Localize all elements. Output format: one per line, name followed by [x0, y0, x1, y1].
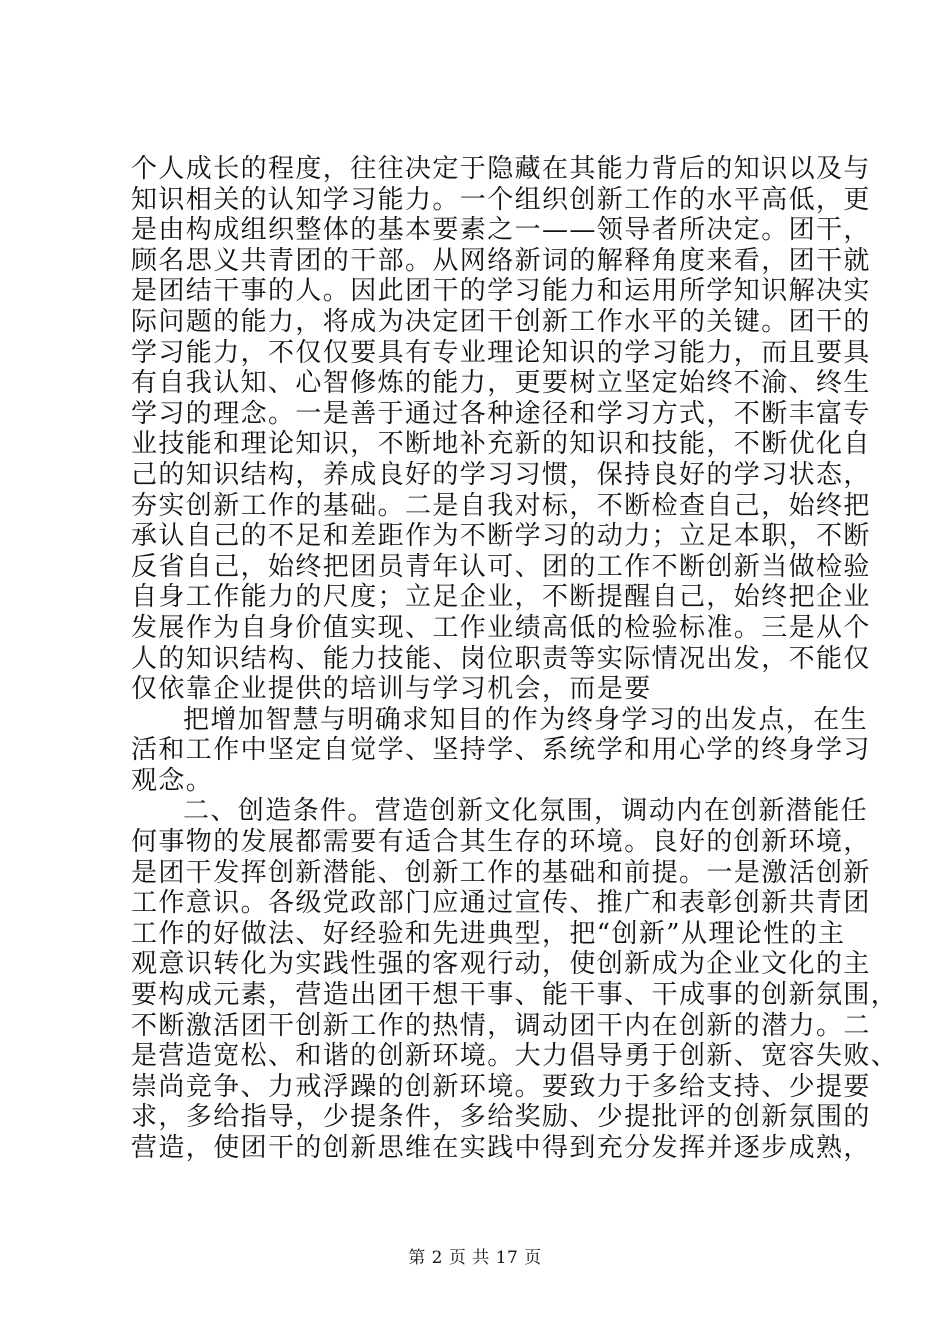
- text-line: 活和工作中坚定自觉学、坚持学、系统学和用心学的终身学习: [131, 735, 871, 766]
- text-line: 自身工作能力的尺度；立足企业，不断提醒自己，始终把企业: [131, 582, 871, 613]
- text-line: 知识相关的认知学习能力。一个组织创新工作的水平高低，更: [131, 184, 871, 215]
- text-line: 反省自己，始终把团员青年认可、团的工作不断创新当做检验: [131, 551, 871, 582]
- text-line: 人的知识结构、能力技能、岗位职责等实际情况出发，不能仅: [131, 643, 871, 674]
- text-line: 不断激活团干创新工作的热情，调动团干内在创新的潜力。二: [131, 1010, 871, 1041]
- text-line: 个人成长的程度，往往决定于隐藏在其能力背后的知识以及与: [131, 154, 871, 184]
- text-line: 观念。: [131, 765, 214, 796]
- text-line: 仅依靠企业提供的培训与学习机会，而是要: [131, 674, 652, 705]
- text-line: 际问题的能力，将成为决定团干创新工作水平的关键。团干的: [131, 306, 871, 337]
- text-line: 是营造宽松、和谐的创新环境。大力倡导勇于创新、宽容失败、: [131, 1041, 899, 1072]
- text-line: 工作的好做法、好经验和先进典型，把“创新”从理论性的主: [131, 918, 846, 949]
- text-line: 何事物的发展都需要有适合其生存的环境。良好的创新环境，: [131, 827, 871, 858]
- text-line: 营造，使团干的创新思维在实践中得到充分发挥并逐步成熟，: [131, 1133, 871, 1163]
- text-line: 工作意识。各级党政部门应通过宣传、推广和表彰创新共青团: [131, 888, 871, 919]
- text-line: 学习能力，不仅仅要具有专业理论知识的学习能力，而且要具: [131, 337, 871, 368]
- text-line: 要构成元素，营造出团干想干事、能干事、干成事的创新氛围，: [131, 980, 899, 1011]
- text-line: 顾名思义共青团的干部。从网络新词的解释角度来看，团干就: [131, 245, 871, 276]
- text-line: 有自我认知、心智修炼的能力，更要树立坚定始终不渝、终生: [131, 368, 871, 399]
- text-line: 崇尚竞争、力戒浮躁的创新环境。要致力于多给支持、少提要: [131, 1071, 871, 1102]
- text-line: 承认自己的不足和差距作为不断学习的动力；立足本职，不断: [131, 521, 871, 552]
- text-line: 观意识转化为实践性强的客观行动，使创新成为企业文化的主: [131, 949, 871, 980]
- text-line: 把增加智慧与明确求知目的作为终身学习的出发点，在生: [183, 704, 869, 735]
- text-line: 是团结干事的人。因此团干的学习能力和运用所学知识解决实: [131, 276, 871, 307]
- text-line: 求，多给指导，少提条件，多给奖励、少提批评的创新氛围的: [131, 1102, 871, 1133]
- text-line: 夯实创新工作的基础。二是自我对标，不断检查自己，始终把: [131, 490, 871, 521]
- page-footer: 第 2 页 共 17 页: [408, 1248, 542, 1268]
- paragraph: [131, 796, 899, 1163]
- text-line: 己的知识结构，养成良好的学习习惯，保持良好的学习状态，: [131, 459, 871, 490]
- text-line: 二、创造条件。营造创新文化氛围，调动内在创新潜能任: [183, 796, 869, 827]
- paragraph: [131, 154, 871, 705]
- text-line: 发展作为自身价值实现、工作业绩高低的检验标准。三是从个: [131, 612, 871, 643]
- body-text: [131, 154, 899, 1164]
- text-line: 是团干发挥创新潜能、创新工作的基础和前提。一是激活创新: [131, 857, 871, 888]
- paragraph: [131, 704, 871, 797]
- text-line: 业技能和理论知识，不断地补充新的知识和技能，不断优化自: [131, 429, 871, 460]
- text-line: 是由构成组织整体的基本要素之一——领导者所决定。团干，: [131, 215, 871, 246]
- text-line: 学习的理念。一是善于通过各种途径和学习方式，不断丰富专: [131, 398, 871, 429]
